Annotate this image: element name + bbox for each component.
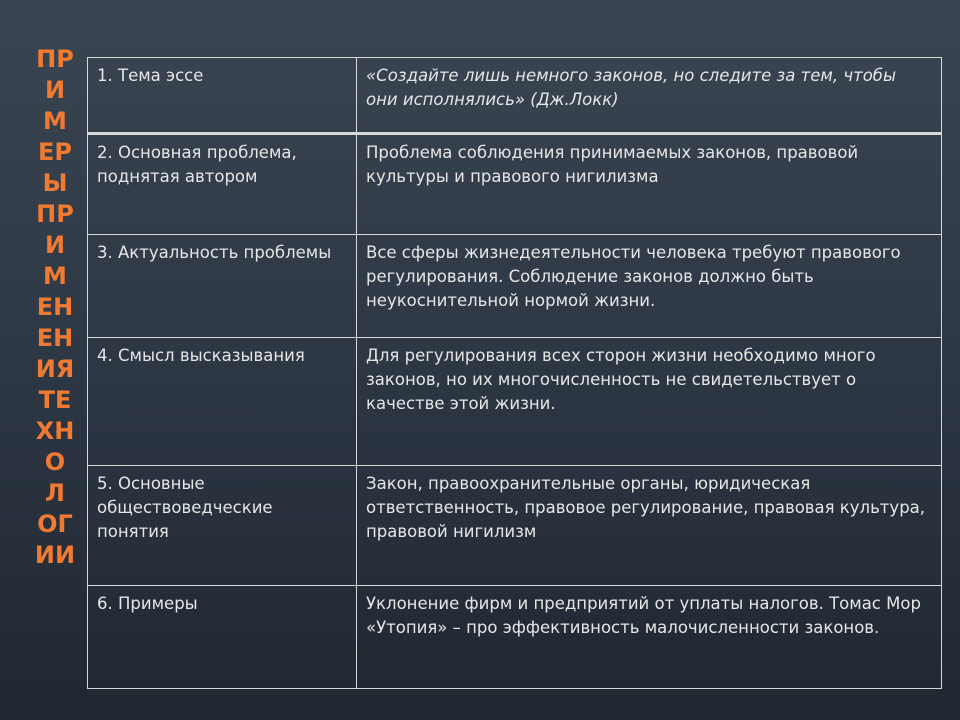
side-title-line: Л bbox=[45, 479, 65, 507]
side-title-line: О bbox=[44, 448, 66, 476]
row-text: «Создайте лишь немного законов, но следите за тем, чтобы они исполнялись» (Дж.Локк) bbox=[357, 58, 942, 134]
row-text: Все сферы жизнедеятельности человека требуют правового регулирования. Соблюдение законов должно быть неукоснительной нормой жизни. bbox=[357, 235, 942, 338]
row-label: 1. Тема эссе bbox=[88, 58, 357, 134]
side-title-line: ПР bbox=[36, 45, 74, 73]
table-row bbox=[88, 338, 942, 466]
row-label: 5. Основные обществоведческие понятия bbox=[88, 466, 357, 586]
row-text: Для регулирования всех сторон жизни необходимо много законов, но их многочисленность не свидетельствует о качестве этой жизни. bbox=[357, 338, 942, 466]
side-title-line: ИЯ bbox=[35, 355, 75, 383]
side-title-line: Ы bbox=[42, 169, 68, 197]
side-title-line: И bbox=[44, 76, 66, 104]
side-title-line: ЕН bbox=[36, 293, 74, 321]
table-row bbox=[88, 586, 942, 689]
table-row bbox=[88, 235, 942, 338]
row-label: 4. Смысл высказывания bbox=[88, 338, 357, 466]
table-row bbox=[88, 466, 942, 586]
side-title-line: ТЕ bbox=[38, 386, 72, 414]
side-title-line: М bbox=[43, 107, 67, 135]
row-label: 3. Актуальность проблемы bbox=[88, 235, 357, 338]
table-row bbox=[88, 58, 942, 134]
essay-plan-table bbox=[87, 57, 942, 689]
side-title-line: ИИ bbox=[34, 541, 76, 569]
side-title-line: ПР bbox=[36, 200, 74, 228]
row-label: 2. Основная проблема, поднятая автором bbox=[88, 134, 357, 235]
row-text: Уклонение фирм и предприятий от уплаты налогов. Томас Мор «Утопия» – про эффективность малочисленности законов. bbox=[357, 586, 942, 689]
side-title-line: И bbox=[44, 231, 66, 259]
side-title-line: ХН bbox=[35, 417, 75, 445]
side-title-line: ОГ bbox=[37, 510, 73, 538]
row-label: 6. Примеры bbox=[88, 586, 357, 689]
side-title-line: ЕР bbox=[38, 138, 72, 166]
side-title-line: М bbox=[43, 262, 67, 290]
side-title bbox=[22, 44, 88, 571]
row-text: Проблема соблюдения принимаемых законов, правовой культуры и правового нигилизма bbox=[357, 134, 942, 235]
side-title-line: ЕН bbox=[36, 324, 74, 352]
table-row bbox=[88, 134, 942, 235]
row-text: Закон, правоохранительные органы, юридическая ответственность, правовое регулирование, правовая культура, правовой нигилизм bbox=[357, 466, 942, 586]
